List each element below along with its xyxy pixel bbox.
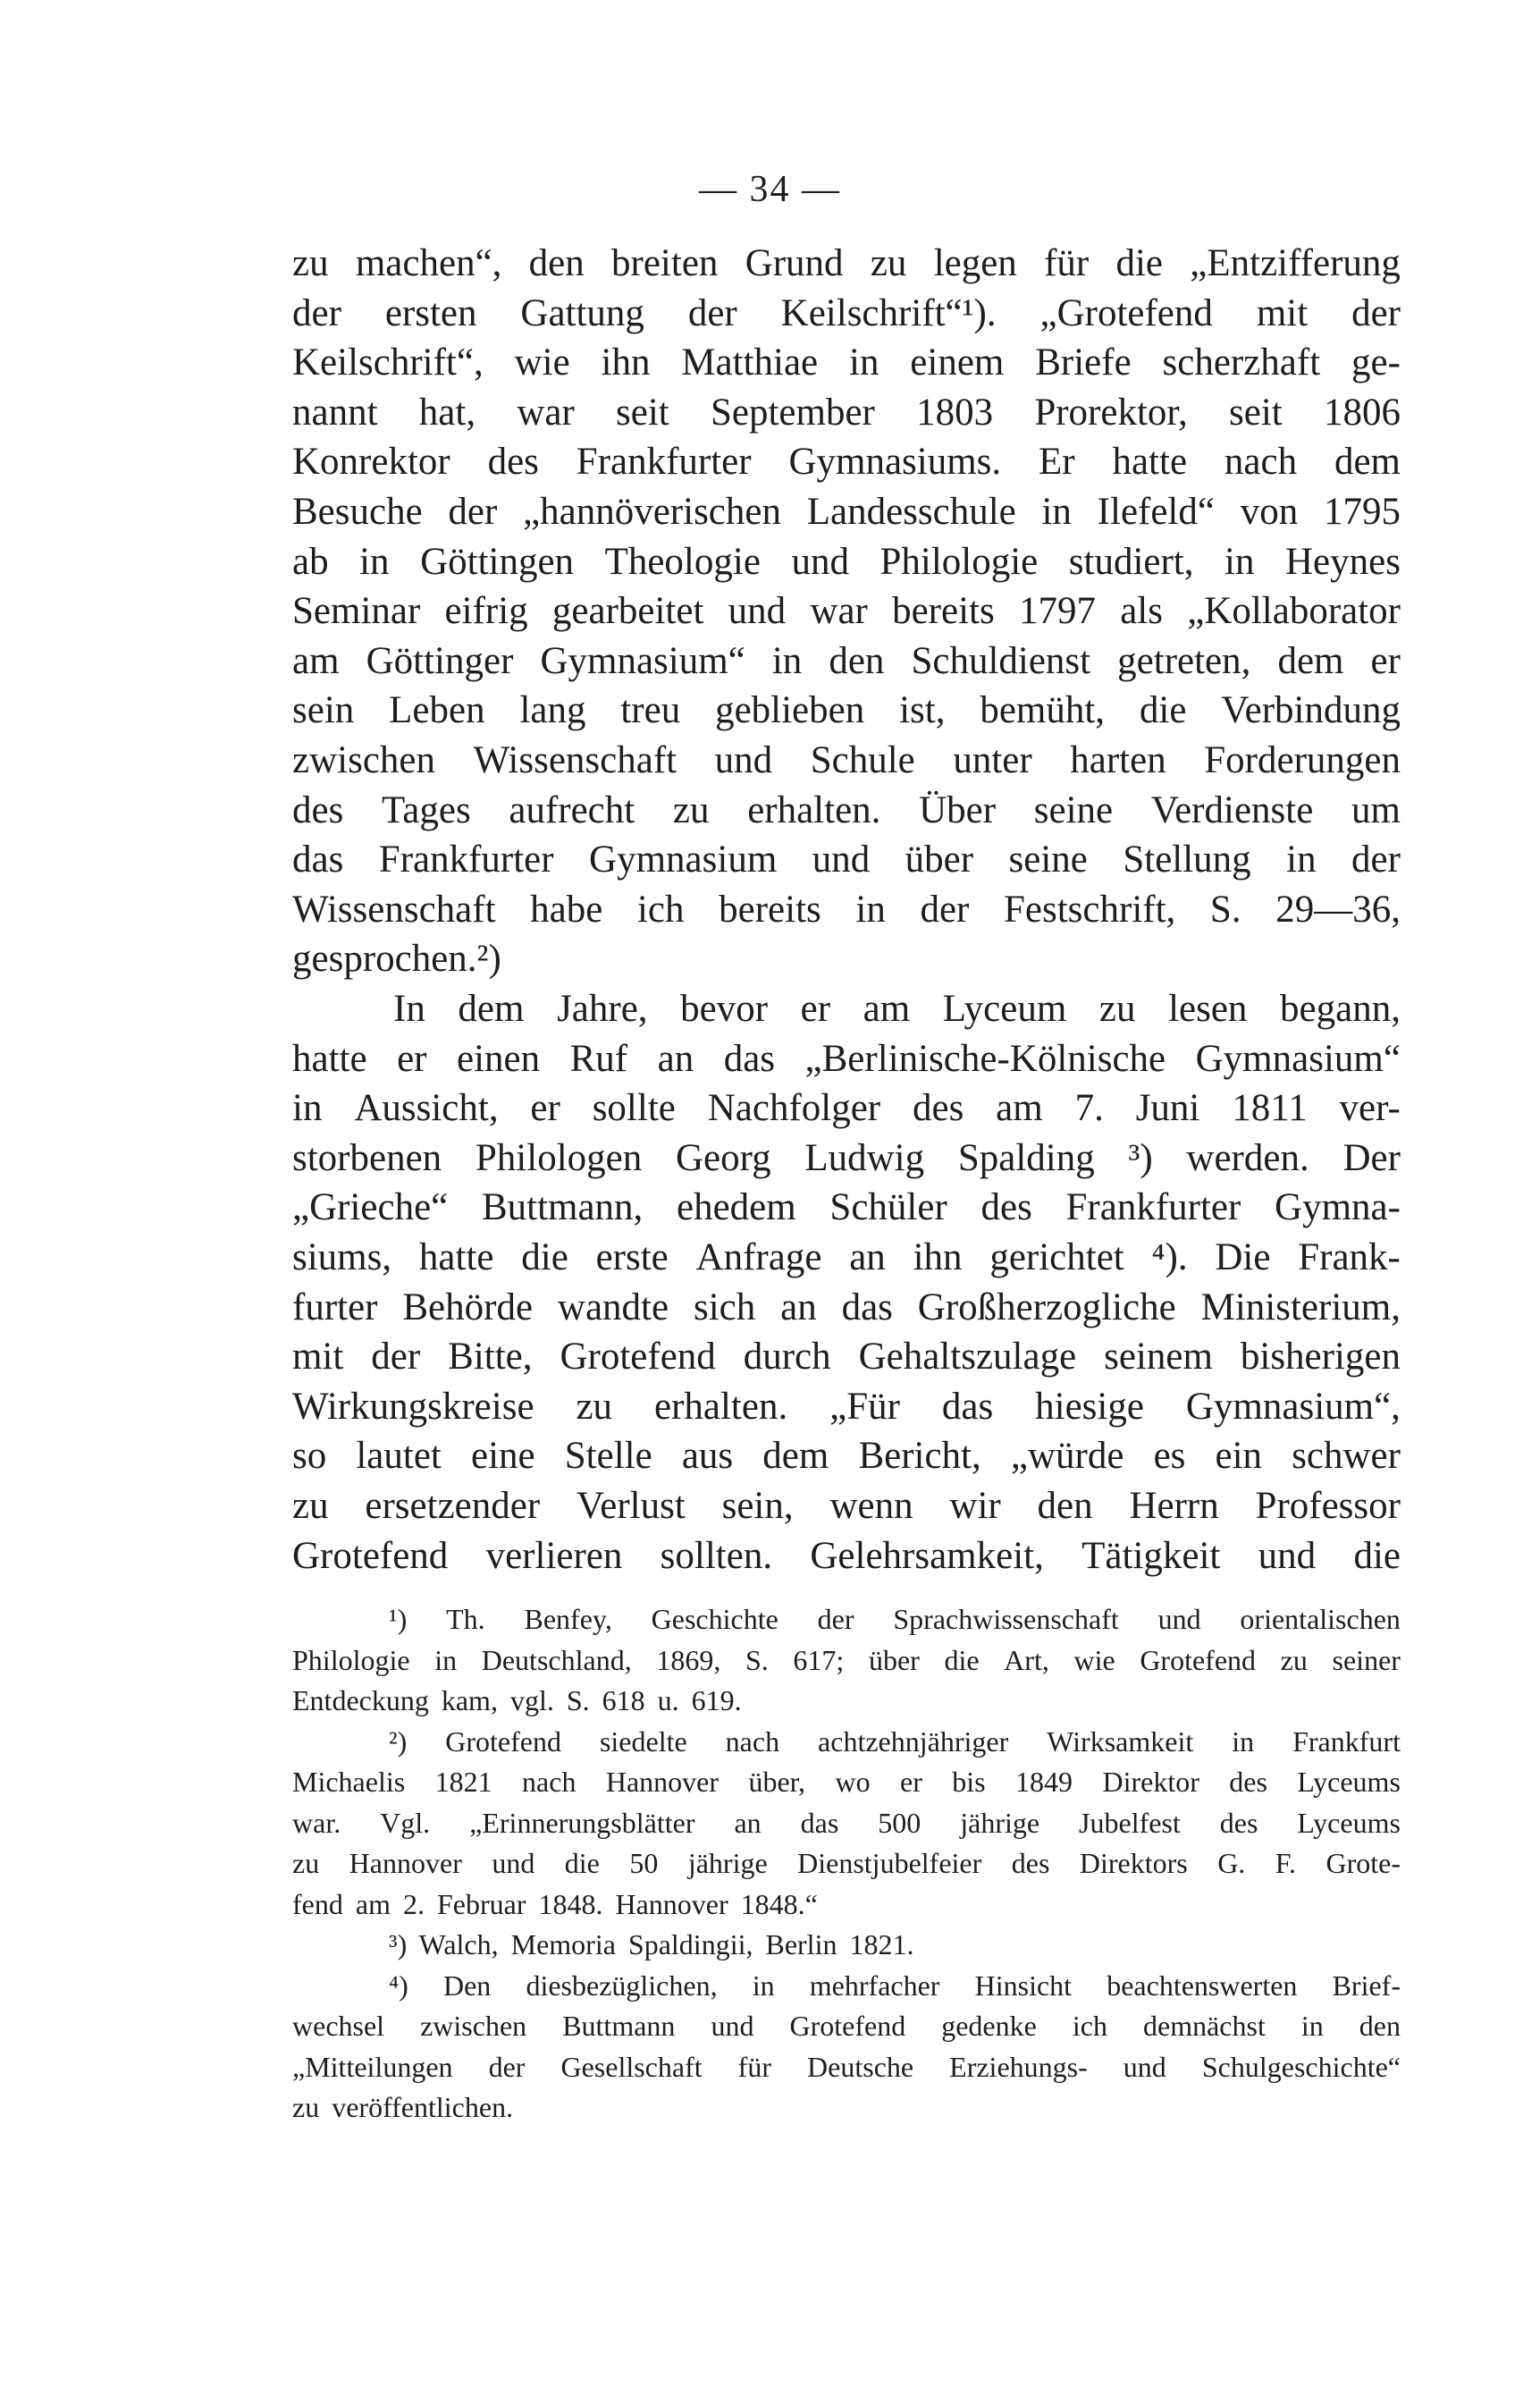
- main-text-line: ab in Göttingen Theologie und Philologie studiert, in Heynes: [292, 540, 1401, 583]
- main-text-line: Grotefend verlieren sollten. Gelehrsamkeit, Tätigkeit und die: [292, 1534, 1401, 1577]
- main-text-line: In dem Jahre, bevor er am Lyceum zu lesen begann,: [393, 988, 1401, 1030]
- main-text-line: zu machen“, den breiten Grund zu legen für die „Entzifferung: [292, 242, 1401, 284]
- main-text-line: Keilschrift“, wie ihn Matthiae in einem Briefe scherzhaft ge-: [292, 341, 1401, 384]
- main-text-line: zu ersetzender Verlust sein, wenn wir den Herrn Professor: [292, 1485, 1401, 1527]
- footnote-line: ¹) Th. Benfey, Geschichte der Sprachwissenschaft und orientalischen: [389, 1603, 1401, 1635]
- main-text-line: mit der Bitte, Grotefend durch Gehaltszulage seinem bisherigen: [292, 1336, 1401, 1378]
- main-text-line: das Frankfurter Gymnasium und über seine Stellung in der: [292, 839, 1401, 881]
- main-text-line: „Grieche“ Buttmann, ehedem Schüler des Frankfurter Gymna-: [292, 1186, 1401, 1229]
- main-text-line: des Tages aufrecht zu erhalten. Über seine Verdienste um: [292, 788, 1401, 831]
- footnote-line: fend am 2. Februar 1848. Hannover 1848.“: [292, 1887, 818, 1920]
- main-text-line: Seminar eifrig gearbeitet und war bereits 1797 als „Kollaborator: [292, 590, 1401, 633]
- main-text-line: Wirkungskreise zu erhalten. „Für das hiesige Gymnasium“,: [292, 1385, 1401, 1428]
- main-text-line: der ersten Gattung der Keilschrift“¹). „Grotefend mit der: [292, 291, 1401, 334]
- footnote-line: zu Hannover und die 50 jährige Dienstjubelfeier des Direktors G. F. Grote-: [292, 1847, 1401, 1879]
- footnote-line: ³) Walch, Memoria Spaldingii, Berlin 1821.: [389, 1928, 914, 1960]
- page-number: — 34 —: [699, 169, 841, 210]
- footnote-line: Entdeckung kam, vgl. S. 618 u. 619.: [292, 1684, 742, 1716]
- main-text-line: storbenen Philologen Georg Ludwig Spalding ³) werden. Der: [292, 1136, 1401, 1179]
- footnote-line: Michaelis 1821 nach Hannover über, wo er bis 1849 Direktor des Lyceums: [292, 1766, 1401, 1798]
- footnote-line: ²) Grotefend siedelte nach achtzehnjähriger Wirksamkeit in Frankfurt: [389, 1724, 1401, 1758]
- main-text-line: in Aussicht, er sollte Nachfolger des am 7. Juni 1811 ver-: [292, 1087, 1401, 1130]
- main-text-line: am Göttinger Gymnasium“ in den Schuldienst getreten, dem er: [292, 639, 1401, 682]
- main-text-line: zwischen Wissenschaft und Schule unter harten Forderungen: [292, 739, 1401, 781]
- footnote-line: war. Vgl. „Erinnerungsblätter an das 500 jährige Jubelfest des Lyceums: [292, 1806, 1401, 1839]
- main-text-line: Wissenschaft habe ich bereits in der Festschrift, S. 29—36,: [292, 888, 1401, 931]
- main-text-line: hatte er einen Ruf an das „Berlinische-Kölnische Gymnasium“: [292, 1037, 1401, 1080]
- main-text-line: so lautet eine Stelle aus dem Bericht, „würde es ein schwer: [292, 1435, 1401, 1478]
- footnote-line: Philologie in Deutschland, 1869, S. 617; über die Art, wie Grotefend zu seiner: [292, 1643, 1401, 1676]
- footnote-line: zu veröffentlichen.: [292, 2091, 514, 2123]
- main-text-line: siums, hatte die erste Anfrage an ihn gerichtet ⁴). Die Frank-: [292, 1236, 1401, 1278]
- main-text-line: nannt hat, war seit September 1803 Prorektor, seit 1806: [292, 391, 1401, 434]
- main-text-line: furter Behörde wandte sich an das Großherzogliche Ministerium,: [292, 1286, 1401, 1328]
- main-text-line: gesprochen.²): [292, 938, 501, 981]
- footnote-line: ⁴) Den diesbezüglichen, in mehrfacher Hinsicht beachtenswerten Brief-: [389, 1969, 1401, 2002]
- footnote-line: „Mitteilungen der Gesellschaft für Deutsche Erziehungs- und Schulgeschichte“: [292, 2050, 1401, 2083]
- main-text-line: Besuche der „hannöverischen Landesschule in Ilefeld“ von 1795: [292, 491, 1401, 533]
- main-text-line: sein Leben lang treu geblieben ist, bemüht, die Verbindung: [292, 689, 1401, 732]
- main-text-line: Konrektor des Frankfurter Gymnasiums. Er hatte nach dem: [292, 441, 1401, 484]
- footnote-line: wechsel zwischen Buttmann und Grotefend gedenke ich demnächst in den: [292, 2010, 1401, 2042]
